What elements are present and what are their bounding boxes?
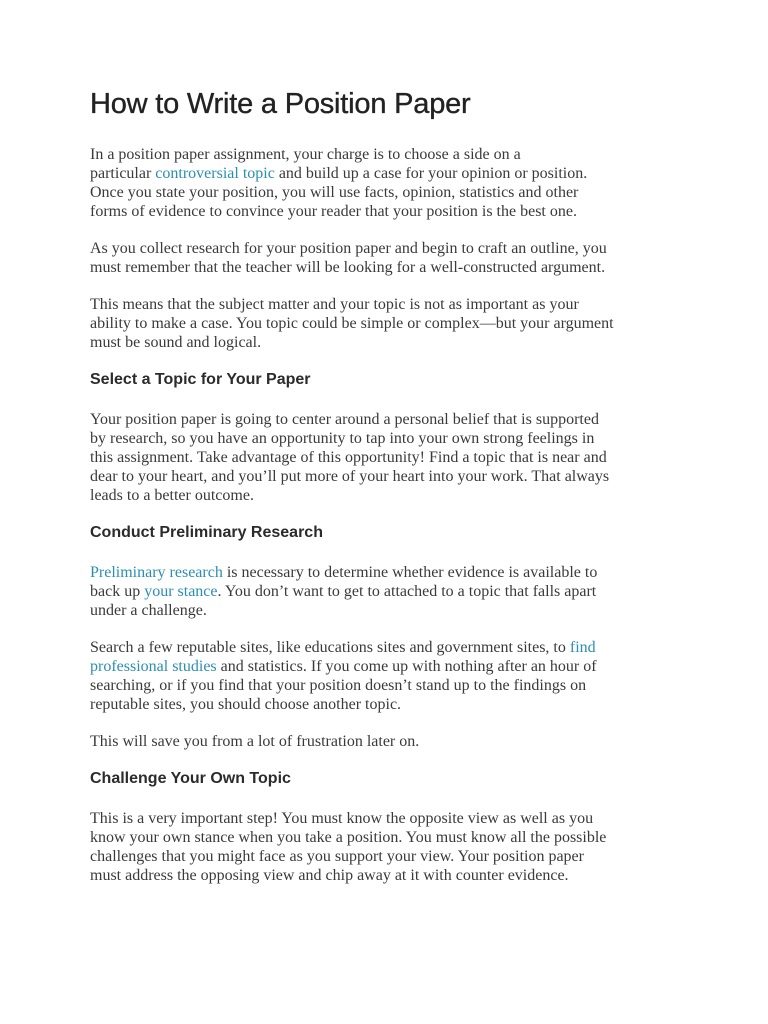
page-title: How to Write a Position Paper — [90, 88, 471, 120]
intro-text-1: In a position paper assignment, your charge is to choose a side on a particular — [90, 146, 521, 182]
preliminary-research-link[interactable]: Preliminary research — [90, 564, 223, 581]
select-topic-paragraph: Your position paper is going to center around a personal belief that is supported by research, so you have an opportunity to tap into your own strong feelings in this assignment. Take advantage of this opportunity! Find a topic that is near and dear to your heart, and you’ll put more of your heart into your work. That always leads to a better outcome. — [90, 411, 610, 504]
heading-challenge-topic: Challenge Your Own Topic — [90, 770, 291, 787]
heading-select-topic: Select a Topic for Your Paper — [90, 371, 311, 388]
search-sites-paragraph — [90, 638, 680, 714]
intro-paragraph — [90, 145, 680, 221]
research-outline-paragraph: As you collect research for your position paper and begin to craft an outline, you must remember that the teacher will be looking for a well-constructed argument. — [90, 240, 607, 276]
subject-matter-paragraph: This means that the subject matter and your topic is not as important as your ability to make a case. You topic could be simple or complex—but your argument must be sound and logical. — [90, 296, 614, 351]
preliminary-text-2: . You don’t want to get to attached to a topic that falls apart under a challenge. — [90, 583, 597, 619]
controversial-topic-link[interactable]: controversial topic — [155, 165, 275, 182]
search-text-2: and statistics. If you come up with nothing after an hour of searching, or if you find that your position doesn’t stand up to the findings on reputable sites, you should choose another topic. — [90, 658, 597, 713]
your-stance-link[interactable]: your stance — [144, 583, 218, 600]
preliminary-text-1: is necessary to determine whether evidence is available to back up — [90, 564, 598, 600]
challenge-topic-paragraph: This is a very important step! You must know the opposite view as well as you know your own stance when you take a position. You must know all the possible challenges that you might face as you support your view. Your position paper must address the opposing view and chip away at it with counter evidence. — [90, 810, 607, 884]
intro-text-2: and build up a case for your opinion or position. Once you state your position, you will use facts, opinion, statistics and other forms of evidence to convince your reader that your position is the best one. — [90, 165, 588, 220]
find-professional-studies-link[interactable]: find professional studies — [90, 639, 596, 675]
heading-preliminary-research: Conduct Preliminary Research — [90, 524, 323, 541]
preliminary-research-paragraph — [90, 563, 680, 620]
frustration-paragraph: This will save you from a lot of frustration later on. — [90, 733, 420, 750]
search-text-1: Search a few reputable sites, like educations sites and government sites, to — [90, 639, 570, 656]
document-page — [90, 88, 680, 903]
